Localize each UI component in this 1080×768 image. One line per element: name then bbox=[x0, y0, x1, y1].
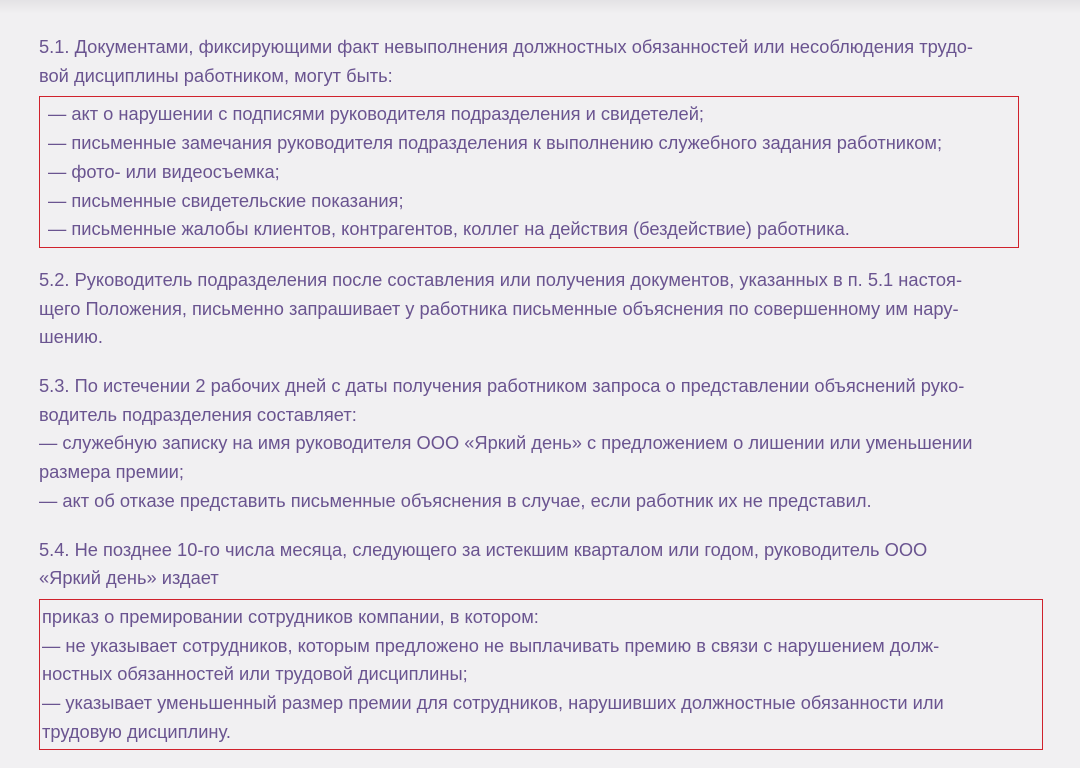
text-line: шению. bbox=[39, 326, 103, 348]
text-line: 5.2. Руководитель подразделения после составления или получения документов, указанных в п. 5.1 настоя- bbox=[39, 268, 963, 290]
list-item: — служебную записку на имя руководителя ООО «Яркий день» с предложением о лишении или уменьшении bbox=[39, 432, 973, 454]
highlight-box-evidence-list bbox=[39, 96, 1019, 248]
top-shadow bbox=[0, 0, 1080, 14]
text-line: вой дисциплины работником, могут быть: bbox=[39, 64, 393, 86]
document-body bbox=[39, 33, 1042, 750]
text-line: 5.4. Не позднее 10-го числа месяца, следующего за истекшим кварталом или годом, руководитель ООО bbox=[39, 538, 928, 560]
text-line: водитель подразделения составляет: bbox=[39, 403, 357, 425]
list-item: — письменные свидетельские показания; bbox=[48, 189, 404, 211]
highlight-box-bonus-order bbox=[39, 599, 1043, 751]
text-line: 5.1. Документами, фиксирующими факт невыполнения должностных обязанностей или несоблюдения трудо- bbox=[39, 36, 974, 57]
text-line: ностных обязанностей или трудовой дисциплины; bbox=[42, 663, 468, 685]
text-line: размера премии; bbox=[39, 461, 184, 483]
list-item: — указывает уменьшенный размер премии для сотрудников, нарушивших должностные обязанности или bbox=[42, 692, 944, 714]
text-line: «Яркий день» издает bbox=[39, 567, 219, 589]
section-5-3 bbox=[39, 372, 1042, 516]
section-5-1 bbox=[39, 33, 1042, 248]
text-line: щего Положения, письменно запрашивает у работника письменные объяснения по совершенному им нару- bbox=[39, 297, 959, 319]
list-item: — фото- или видеосъемка; bbox=[48, 160, 280, 182]
section-5-2 bbox=[39, 266, 1042, 352]
list-item: — акт о нарушении с подписями руководителя подразделения и свидетелей; bbox=[48, 103, 705, 125]
text-line: 5.3. По истечении 2 рабочих дней с даты получения работником запроса о представлении объяснений руко- bbox=[39, 375, 965, 397]
text-line: приказ о премировании сотрудников компании, в котором: bbox=[42, 605, 539, 627]
list-item: — акт об отказе представить письменные объяснения в случае, если работник их не представил. bbox=[39, 489, 872, 511]
list-item: — письменные замечания руководителя подразделения к выполнению служебного задания работником; bbox=[48, 132, 943, 154]
list-item: — письменные жалобы клиентов, контрагентов, коллег на действия (бездействие) работника. bbox=[48, 218, 850, 240]
section-5-1-intro bbox=[39, 33, 1042, 90]
text-line: трудовую дисциплину. bbox=[42, 720, 231, 742]
section-5-4 bbox=[39, 536, 1042, 751]
list-item: — не указывает сотрудников, которым предложено не выплачивать премию в связи с нарушением долж- bbox=[42, 634, 940, 656]
